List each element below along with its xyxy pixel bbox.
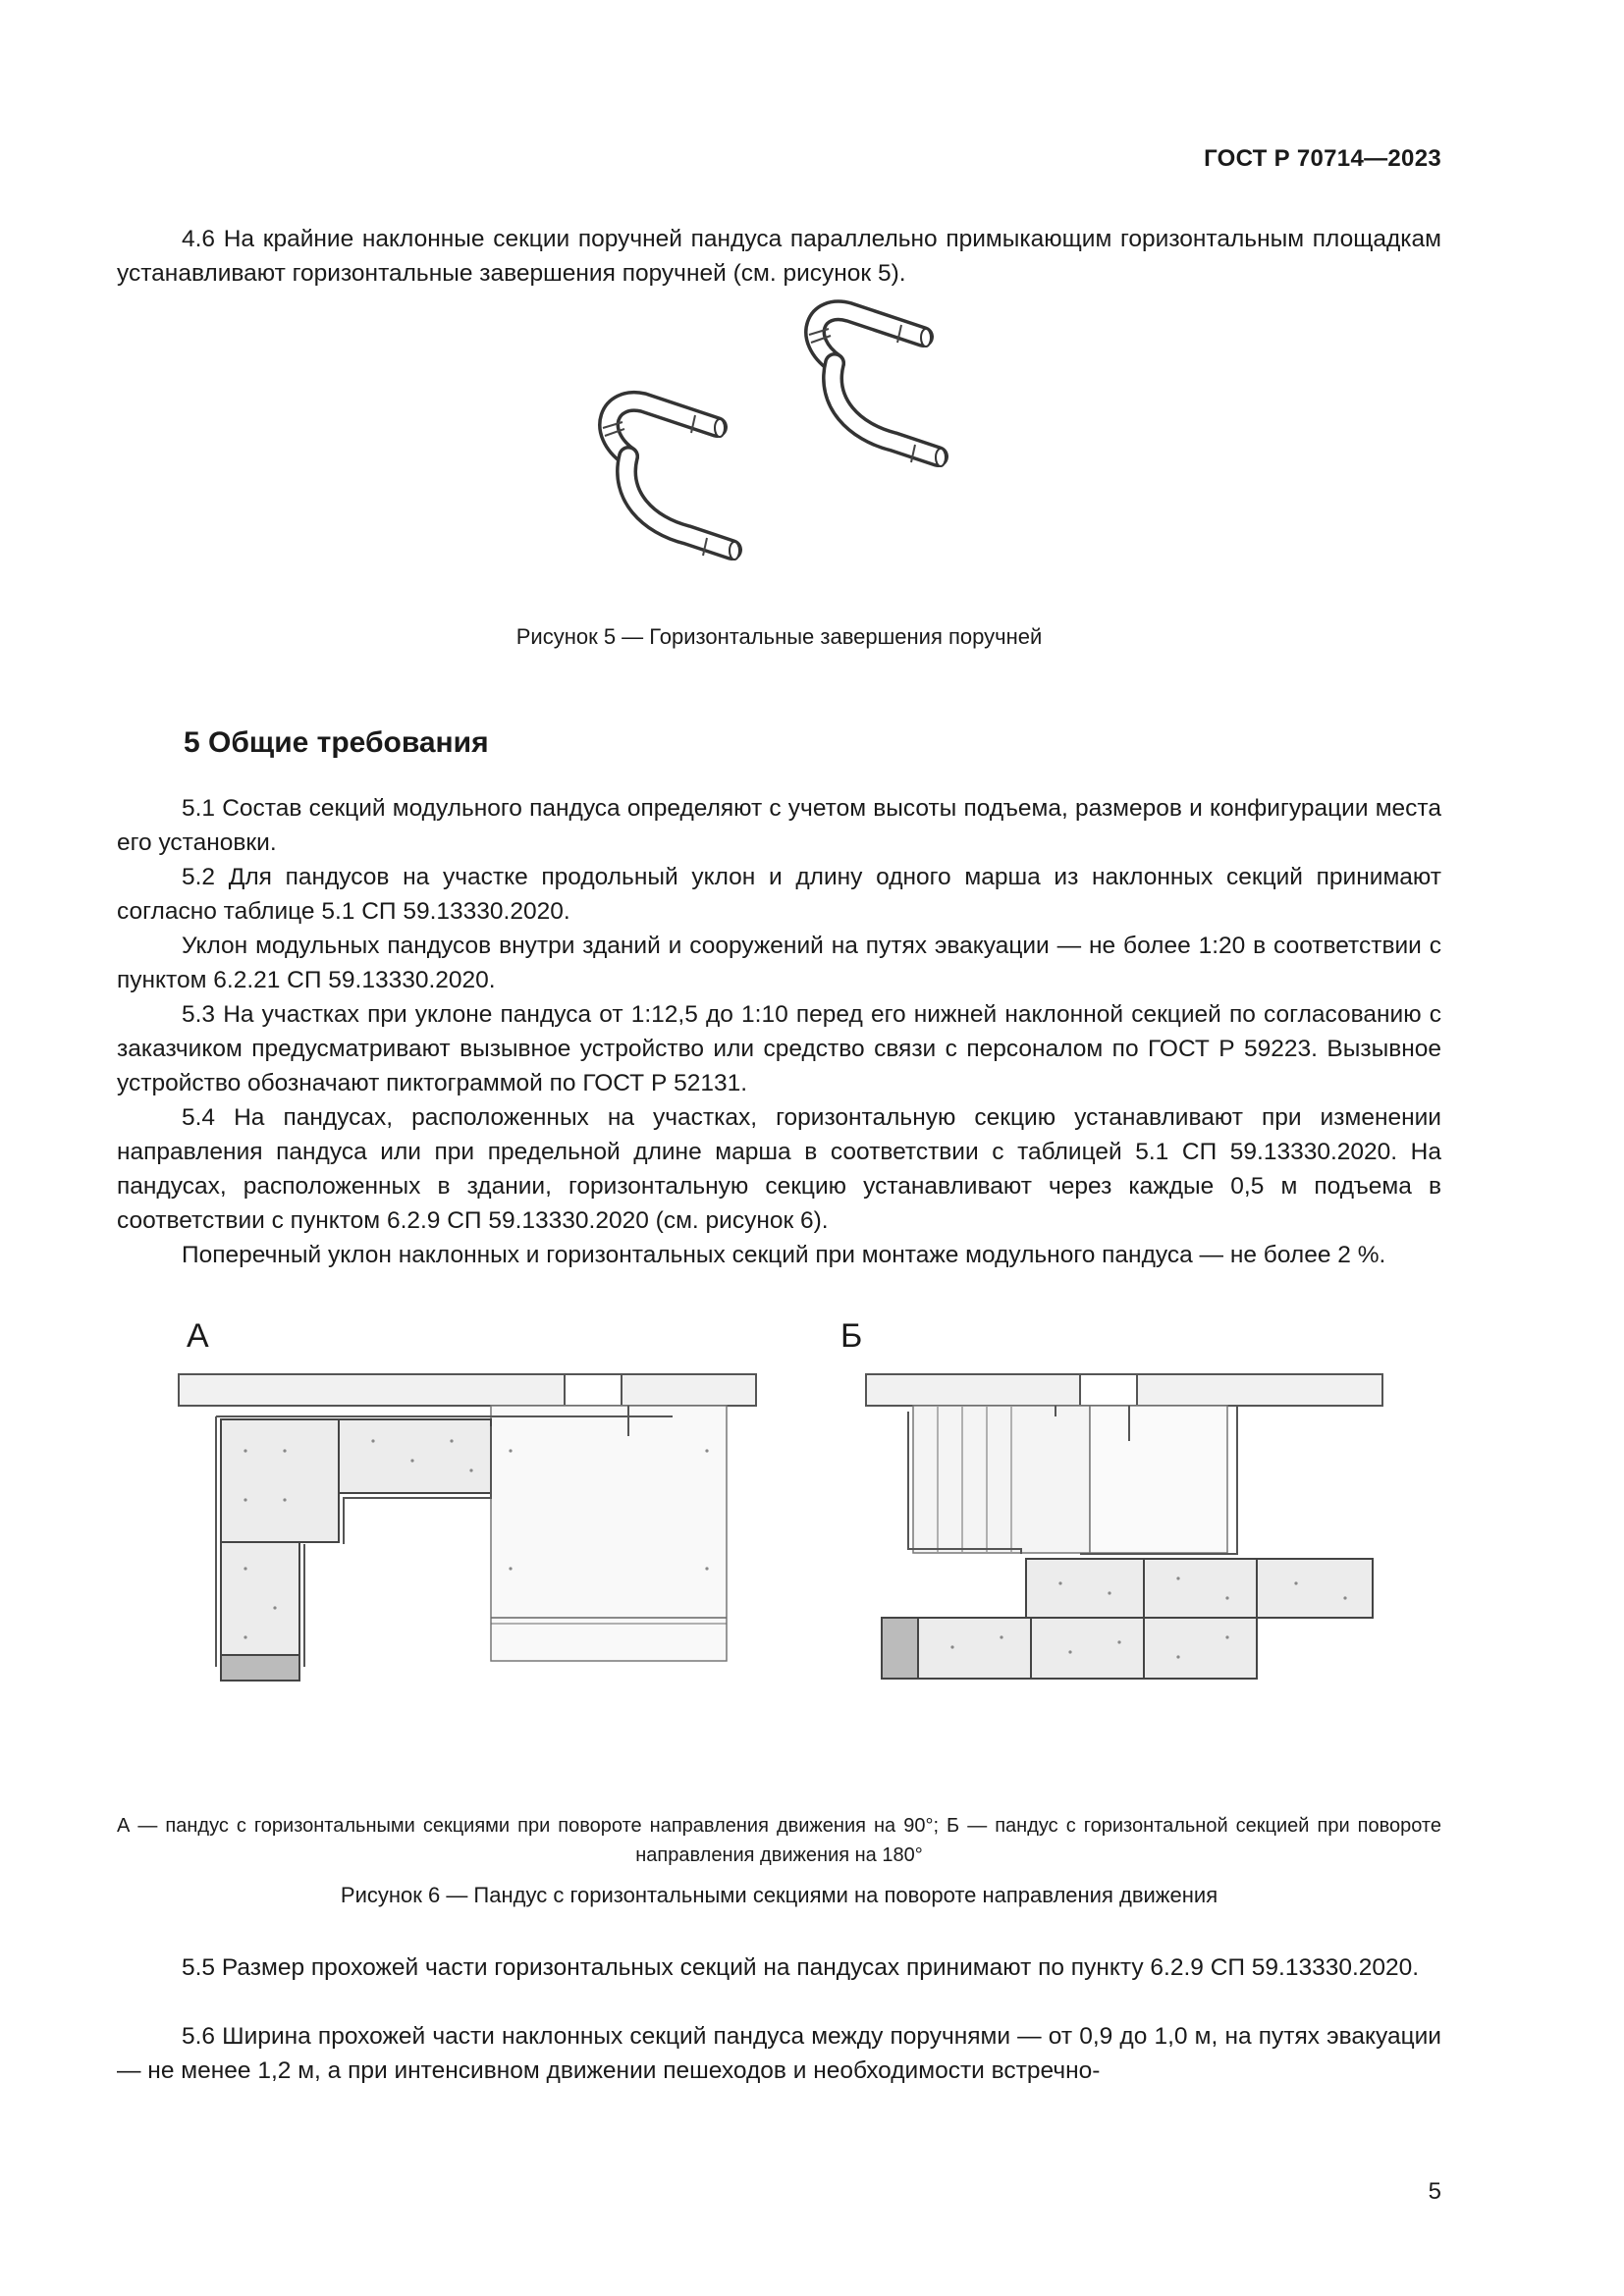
paragraph-5-2: 5.2 Для пандусов на участке продольный уклон и длину одного марша из наклонных секций принимают согласно таблице 5.1 СП 59.13330.2020. xyxy=(117,864,1441,925)
figure-6-label-a: А xyxy=(187,1317,209,1355)
document-header-id: ГОСТ Р 70714—2023 xyxy=(1204,145,1441,172)
ramp-90-degree-plan xyxy=(177,1372,766,1686)
paragraph-5-4-cross-slope: Поперечный уклон наклонных и горизонтальных секций при монтаже модульного пандуса — не более 2 %. xyxy=(182,1242,1386,1268)
section-title: 5 Общие требования xyxy=(184,726,489,759)
page-number: 5 xyxy=(1428,2178,1441,2205)
figure-6-caption: Рисунок 6 — Пандус с горизонтальными секциями на повороте направления движения xyxy=(340,1883,1218,1907)
paragraph-5-4: 5.4 На пандусах, расположенных на участках, горизонтальную секцию устанавливают при изменении направления пандуса или при предельной длине марша в соответствии с таблицей 5.1 СП 59.13330.2020. На пандусах, расположенных в здании, горизонтальную секцию устанавливают через каждые 0,5 м подъема в соответствии с пунктом 6.2.9 СП 59.13330.2020 (см. рисунок 6). xyxy=(117,1104,1441,1234)
figure-6-label-b: Б xyxy=(840,1317,863,1355)
paragraph-5-3: 5.3 На участках при уклоне пандуса от 1:12,5 до 1:10 перед его нижней наклонной секцией по согласованию с заказчиком предусматривают вызывное устройство или средство связи с персоналом по ГОСТ Р 59223. Вызывное устройство обозначают пиктограммой по ГОСТ Р 52131. xyxy=(117,1001,1441,1096)
paragraph-5-2-evacuation: Уклон модульных пандусов внутри зданий и сооружений на путях эвакуации — не более 1:20 в соответствии с пунктом 6.2.21 СП 59.13330.2020. xyxy=(117,933,1441,993)
figure-5-caption: Рисунок 5 — Горизонтальные завершения поручней xyxy=(515,624,1043,649)
paragraph-4-6: 4.6 На крайние наклонные секции поручней пандуса параллельно примыкающим горизонтальным площадкам устанавливают горизонтальные завершения поручней (см. рисунок 5). xyxy=(117,226,1441,287)
handrail-terminations-illustration xyxy=(589,304,982,618)
paragraph-5-6: 5.6 Ширина прохожей части наклонных секций пандуса между поручнями — от 0,9 до 1,0 м, на путях эвакуации — не менее 1,2 м, а при интенсивном движении пешеходов и необходимости встречно- xyxy=(117,2023,1441,2084)
paragraph-5-5: 5.5 Размер прохожей части горизонтальных секций на пандусах принимают по пункту 6.2.9 СП 59.13330.2020. xyxy=(182,1954,1420,1981)
figure-6-legend: А — пандус с горизонтальными секциями при повороте направления движения на 90°; Б — пандус с горизонтальной секцией при повороте направления движения на 180° xyxy=(117,1815,1441,1866)
ramp-180-degree-plan xyxy=(864,1372,1394,1686)
paragraph-5-1: 5.1 Состав секций модульного пандуса определяют с учетом высоты подъема, размеров и конфигурации места его установки. xyxy=(117,795,1441,856)
